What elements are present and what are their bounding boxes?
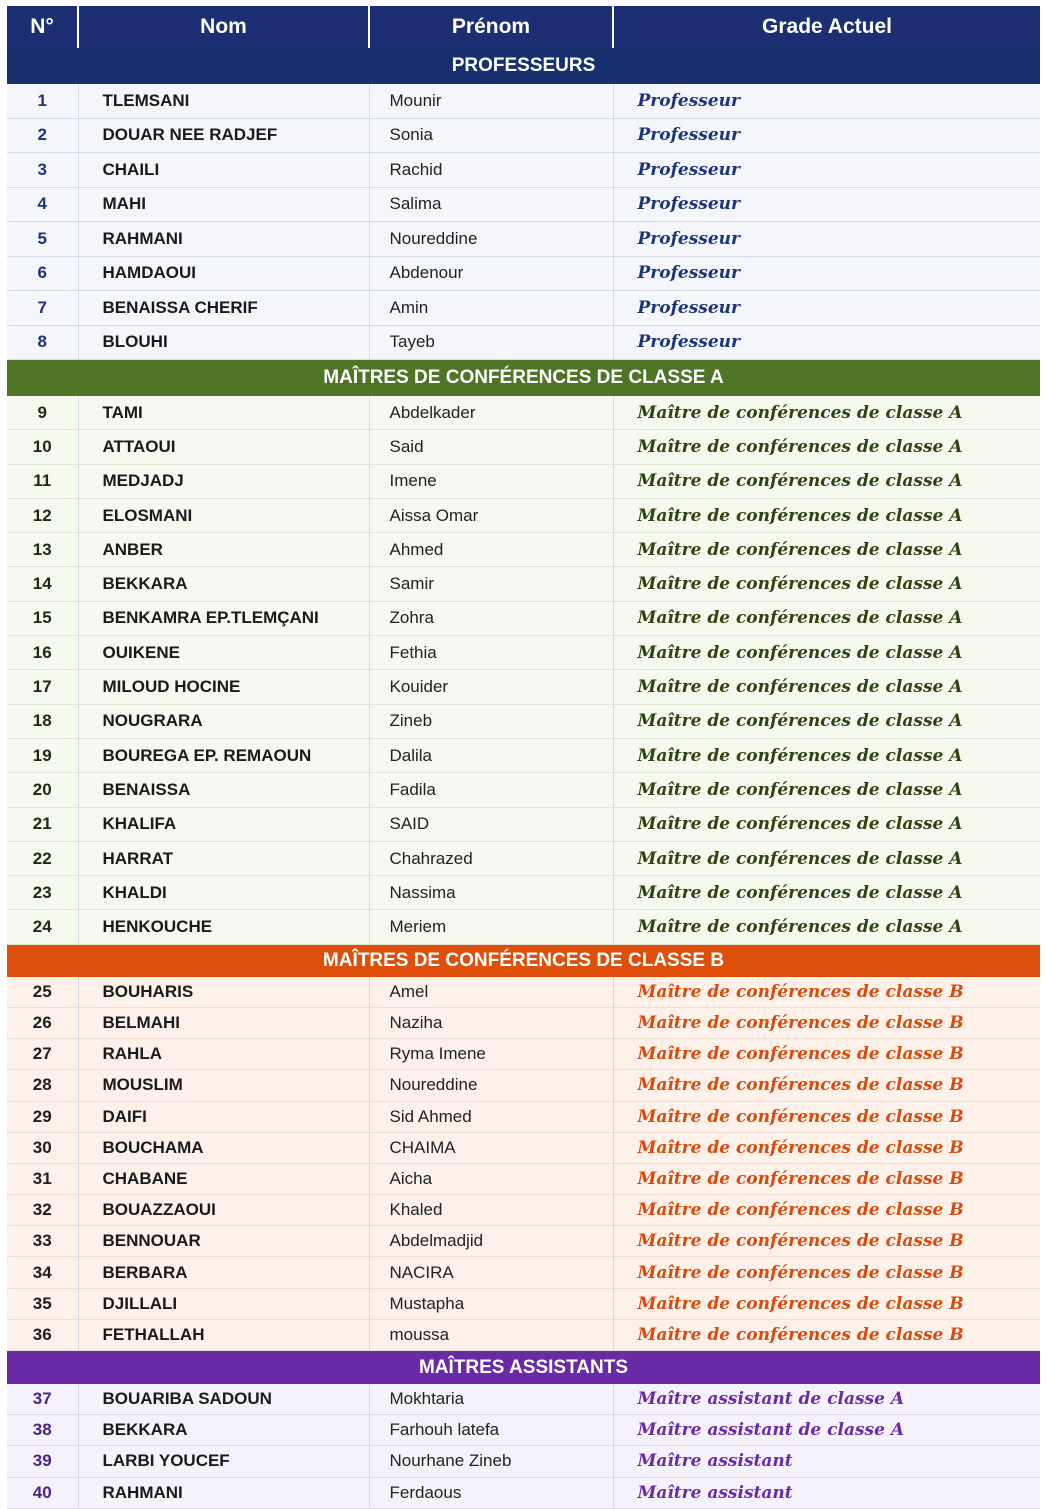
row-nom: BOUHARIS	[78, 977, 369, 1008]
row-grade: Professeur	[613, 222, 1040, 257]
row-grade: Maître de conférences de classe B	[613, 1288, 1040, 1319]
table-row	[7, 1132, 1040, 1163]
row-number: 27	[7, 1039, 78, 1070]
row-grade: Maître de conférences de classe B	[613, 977, 1040, 1008]
row-prenom: Kouider	[369, 670, 613, 704]
table-row	[7, 430, 1040, 464]
row-grade: Maître de conférences de classe A	[613, 533, 1040, 567]
row-prenom: Said	[369, 430, 613, 464]
row-number: 38	[7, 1415, 78, 1446]
row-nom: CHABANE	[78, 1163, 369, 1194]
row-prenom: NACIRA	[369, 1257, 613, 1288]
row-prenom: Sonia	[369, 118, 613, 153]
row-grade: Professeur	[613, 325, 1040, 360]
row-prenom: SAID	[369, 807, 613, 841]
row-number: 39	[7, 1446, 78, 1477]
table-row	[7, 977, 1040, 1008]
row-prenom: Salima	[369, 187, 613, 222]
header-nom: Nom	[78, 6, 369, 48]
row-grade: Maître assistant de classe A	[613, 1384, 1040, 1415]
table-row	[7, 222, 1040, 257]
row-grade: Maître de conférences de classe A	[613, 910, 1040, 944]
row-nom: MAHI	[78, 187, 369, 222]
row-grade: Maître de conférences de classe B	[613, 1257, 1040, 1288]
row-nom: KHALIFA	[78, 807, 369, 841]
row-prenom: Samir	[369, 567, 613, 601]
row-prenom: Meriem	[369, 910, 613, 944]
row-grade: Maître de conférences de classe A	[613, 601, 1040, 635]
row-nom: BELMAHI	[78, 1007, 369, 1038]
row-grade: Maître de conférences de classe A	[613, 430, 1040, 464]
row-grade: Maître de conférences de classe B	[613, 1319, 1040, 1350]
section-maitres-conferences-a	[7, 360, 1040, 945]
row-prenom: Naziha	[369, 1007, 613, 1038]
row-number: 37	[7, 1384, 78, 1415]
row-prenom: Sid Ahmed	[369, 1101, 613, 1132]
row-prenom: CHAIMA	[369, 1132, 613, 1163]
table-row	[7, 1477, 1040, 1508]
section-header	[7, 360, 1040, 397]
table-row	[7, 118, 1040, 153]
table-row	[7, 636, 1040, 670]
row-prenom: Ahmed	[369, 533, 613, 567]
row-nom: BOUCHAMA	[78, 1132, 369, 1163]
row-nom: HAMDAOUI	[78, 256, 369, 291]
table-row	[7, 1288, 1040, 1319]
row-number: 3	[7, 153, 78, 188]
row-prenom: Imene	[369, 464, 613, 498]
row-nom: CHAILI	[78, 153, 369, 188]
row-grade: Maître de conférences de classe A	[613, 636, 1040, 670]
row-grade: Maître de conférences de classe B	[613, 1101, 1040, 1132]
table-row	[7, 738, 1040, 772]
table-row	[7, 1039, 1040, 1070]
table-row	[7, 1007, 1040, 1038]
table-header	[7, 6, 1040, 48]
row-number: 12	[7, 498, 78, 532]
table-row	[7, 1070, 1040, 1101]
row-grade: Maître de conférences de classe B	[613, 1132, 1040, 1163]
row-number: 6	[7, 256, 78, 291]
row-number: 28	[7, 1070, 78, 1101]
row-number: 29	[7, 1101, 78, 1132]
row-grade: Professeur	[613, 187, 1040, 222]
section-header	[7, 48, 1040, 84]
row-nom: ANBER	[78, 533, 369, 567]
table-row	[7, 325, 1040, 360]
row-grade: Maître de conférences de classe B	[613, 1163, 1040, 1194]
table-row	[7, 670, 1040, 704]
row-grade: Maître de conférences de classe B	[613, 1039, 1040, 1070]
section-title: MAÎTRES DE CONFÉRENCES DE CLASSE B	[7, 944, 1040, 977]
row-prenom: Nourhane Zineb	[369, 1446, 613, 1477]
row-nom: KHALDI	[78, 876, 369, 910]
row-nom: BOUREGA EP. REMAOUN	[78, 738, 369, 772]
table-row	[7, 841, 1040, 875]
section-header	[7, 944, 1040, 977]
row-nom: DAIFI	[78, 1101, 369, 1132]
row-number: 9	[7, 396, 78, 430]
row-prenom: Abdelkader	[369, 396, 613, 430]
row-number: 36	[7, 1319, 78, 1350]
table-row	[7, 84, 1040, 118]
section-title: MAÎTRES ASSISTANTS	[7, 1351, 1040, 1385]
table-row	[7, 1101, 1040, 1132]
row-nom: MOUSLIM	[78, 1070, 369, 1101]
row-prenom: Khaled	[369, 1195, 613, 1226]
table-row	[7, 187, 1040, 222]
row-prenom: Noureddine	[369, 222, 613, 257]
row-nom: BENAISSA CHERIF	[78, 291, 369, 326]
row-prenom: Aicha	[369, 1163, 613, 1194]
row-nom: BOUARIBA SADOUN	[78, 1384, 369, 1415]
row-number: 19	[7, 738, 78, 772]
table-row	[7, 1195, 1040, 1226]
row-grade: Maître de conférences de classe A	[613, 498, 1040, 532]
row-number: 32	[7, 1195, 78, 1226]
row-nom: OUIKENE	[78, 636, 369, 670]
row-prenom: Mounir	[369, 84, 613, 118]
row-grade: Professeur	[613, 291, 1040, 326]
row-grade: Maître de conférences de classe B	[613, 1226, 1040, 1257]
row-number: 2	[7, 118, 78, 153]
staff-list-document	[7, 6, 1040, 1509]
row-prenom: moussa	[369, 1319, 613, 1350]
table-row	[7, 498, 1040, 532]
row-number: 34	[7, 1257, 78, 1288]
table-row	[7, 533, 1040, 567]
row-number: 31	[7, 1163, 78, 1194]
header-row	[7, 6, 1040, 48]
row-nom: DOUAR NEE RADJEF	[78, 118, 369, 153]
row-number: 18	[7, 704, 78, 738]
row-grade: Professeur	[613, 118, 1040, 153]
row-nom: BENAISSA	[78, 773, 369, 807]
table-row	[7, 567, 1040, 601]
row-grade: Maître de conférences de classe A	[613, 841, 1040, 875]
row-number: 1	[7, 84, 78, 118]
section-title: PROFESSEURS	[7, 48, 1040, 84]
row-grade: Maître de conférences de classe A	[613, 807, 1040, 841]
table-row	[7, 464, 1040, 498]
section-maitres-assistants	[7, 1351, 1040, 1509]
row-grade: Professeur	[613, 84, 1040, 118]
row-number: 17	[7, 670, 78, 704]
table-row	[7, 1415, 1040, 1446]
row-prenom: Amel	[369, 977, 613, 1008]
row-nom: LARBI YOUCEF	[78, 1446, 369, 1477]
row-prenom: Ferdaous	[369, 1477, 613, 1508]
section-title: MAÎTRES DE CONFÉRENCES DE CLASSE A	[7, 360, 1040, 397]
section-professeurs	[7, 48, 1040, 360]
table-row	[7, 1226, 1040, 1257]
row-nom: BERBARA	[78, 1257, 369, 1288]
table-row	[7, 773, 1040, 807]
table-row	[7, 910, 1040, 944]
row-grade: Maître de conférences de classe A	[613, 704, 1040, 738]
row-grade: Professeur	[613, 256, 1040, 291]
row-number: 15	[7, 601, 78, 635]
row-prenom: Nassima	[369, 876, 613, 910]
header-prenom: Prénom	[369, 6, 613, 48]
row-number: 7	[7, 291, 78, 326]
row-prenom: Ryma Imene	[369, 1039, 613, 1070]
row-number: 30	[7, 1132, 78, 1163]
table-row	[7, 1446, 1040, 1477]
row-grade: Maître de conférences de classe A	[613, 876, 1040, 910]
row-grade: Maître de conférences de classe B	[613, 1195, 1040, 1226]
row-nom: BENKAMRA EP.TLEMÇANI	[78, 601, 369, 635]
row-number: 26	[7, 1007, 78, 1038]
row-number: 21	[7, 807, 78, 841]
row-grade: Maître de conférences de classe A	[613, 738, 1040, 772]
table-row	[7, 153, 1040, 188]
row-prenom: Dalila	[369, 738, 613, 772]
table-row	[7, 601, 1040, 635]
row-prenom: Chahrazed	[369, 841, 613, 875]
row-number: 8	[7, 325, 78, 360]
row-prenom: Tayeb	[369, 325, 613, 360]
row-nom: NOUGRARA	[78, 704, 369, 738]
row-prenom: Fadila	[369, 773, 613, 807]
row-nom: FETHALLAH	[78, 1319, 369, 1350]
row-prenom: Abdelmadjid	[369, 1226, 613, 1257]
row-prenom: Abdenour	[369, 256, 613, 291]
row-grade: Maître de conférences de classe A	[613, 773, 1040, 807]
row-number: 13	[7, 533, 78, 567]
table-row	[7, 704, 1040, 738]
row-number: 22	[7, 841, 78, 875]
row-grade: Maître de conférences de classe A	[613, 567, 1040, 601]
table-row	[7, 1257, 1040, 1288]
row-prenom: Rachid	[369, 153, 613, 188]
table-row	[7, 1384, 1040, 1415]
table-row	[7, 256, 1040, 291]
row-nom: HENKOUCHE	[78, 910, 369, 944]
table-row	[7, 1319, 1040, 1350]
row-nom: ELOSMANI	[78, 498, 369, 532]
row-prenom: Fethia	[369, 636, 613, 670]
row-nom: BLOUHI	[78, 325, 369, 360]
table-row	[7, 1163, 1040, 1194]
row-number: 16	[7, 636, 78, 670]
row-nom: RAHLA	[78, 1039, 369, 1070]
row-grade: Maître de conférences de classe A	[613, 670, 1040, 704]
row-prenom: Noureddine	[369, 1070, 613, 1101]
row-nom: DJILLALI	[78, 1288, 369, 1319]
row-nom: TAMI	[78, 396, 369, 430]
row-nom: HARRAT	[78, 841, 369, 875]
row-grade: Maître assistant	[613, 1446, 1040, 1477]
row-number: 40	[7, 1477, 78, 1508]
row-number: 14	[7, 567, 78, 601]
row-number: 10	[7, 430, 78, 464]
row-nom: TLEMSANI	[78, 84, 369, 118]
row-number: 23	[7, 876, 78, 910]
row-number: 5	[7, 222, 78, 257]
row-grade: Professeur	[613, 153, 1040, 188]
row-nom: BENNOUAR	[78, 1226, 369, 1257]
row-prenom: Mustapha	[369, 1288, 613, 1319]
row-number: 4	[7, 187, 78, 222]
staff-table	[7, 6, 1040, 1509]
section-maitres-conferences-b	[7, 944, 1040, 1350]
header-num: N°	[7, 6, 78, 48]
row-number: 35	[7, 1288, 78, 1319]
section-header	[7, 1351, 1040, 1385]
row-nom: RAHMANI	[78, 222, 369, 257]
row-nom: BOUAZZAOUI	[78, 1195, 369, 1226]
row-nom: MEDJADJ	[78, 464, 369, 498]
row-prenom: Farhouh latefa	[369, 1415, 613, 1446]
row-number: 20	[7, 773, 78, 807]
row-grade: Maître assistant	[613, 1477, 1040, 1508]
table-row	[7, 876, 1040, 910]
row-nom: BEKKARA	[78, 567, 369, 601]
row-prenom: Aissa Omar	[369, 498, 613, 532]
table-row	[7, 291, 1040, 326]
row-grade: Maître de conférences de classe B	[613, 1070, 1040, 1101]
table-row	[7, 396, 1040, 430]
row-prenom: Zohra	[369, 601, 613, 635]
row-prenom: Amin	[369, 291, 613, 326]
row-nom: MILOUD HOCINE	[78, 670, 369, 704]
row-grade: Maître de conférences de classe B	[613, 1007, 1040, 1038]
table-row	[7, 807, 1040, 841]
row-grade: Maître de conférences de classe A	[613, 396, 1040, 430]
row-number: 25	[7, 977, 78, 1008]
row-nom: RAHMANI	[78, 1477, 369, 1508]
row-number: 11	[7, 464, 78, 498]
row-prenom: Mokhtaria	[369, 1384, 613, 1415]
header-grade: Grade Actuel	[613, 6, 1040, 48]
row-number: 33	[7, 1226, 78, 1257]
row-nom: BEKKARA	[78, 1415, 369, 1446]
row-number: 24	[7, 910, 78, 944]
row-grade: Maître de conférences de classe A	[613, 464, 1040, 498]
row-grade: Maître assistant de classe A	[613, 1415, 1040, 1446]
row-prenom: Zineb	[369, 704, 613, 738]
row-nom: ATTAOUI	[78, 430, 369, 464]
